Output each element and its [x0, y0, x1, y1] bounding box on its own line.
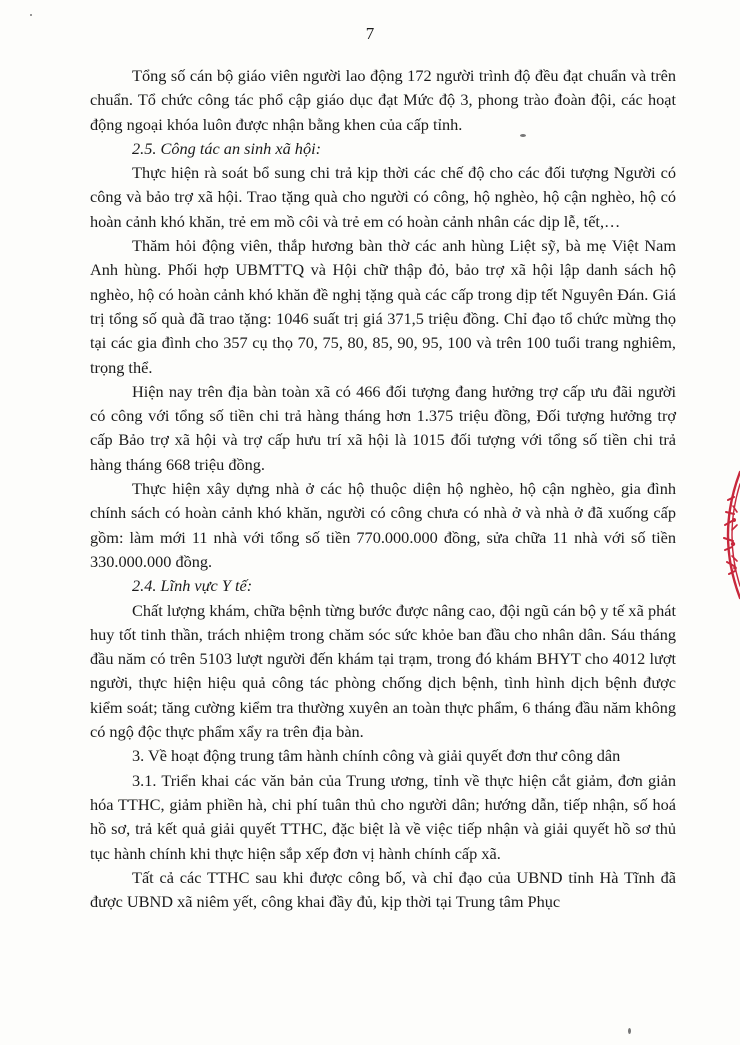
paragraph-martyr-visits: Thăm hỏi động viên, thắp hương bàn thờ các anh hùng Liệt sỹ, bà mẹ Việt Nam Anh hùng. Phối hợp UBMTTQ và Hội chữ thập đỏ, bảo trợ xã hội lập danh sách hộ nghèo, hộ có hoàn cảnh khó khăn đề nghị tặng quà các cấp trong dịp tết Nguyên Đán. Giá trị tổng số quà đã trao tặng: 1046 suất trị giá 371,5 triệu đồng. Chỉ đạo tổ chức mừng thọ tại các gia đình cho 357 cụ thọ 70, 75, 80, 85, 90, 95, 100 và trên 100 tuổi trang nghiêm, trọng thể.	[90, 236, 676, 377]
paragraph-tthc-publication: Tất cả các TTHC sau khi được công bố, và chỉ đạo của UBND tỉnh Hà Tĩnh đã được UBND xã niêm yết, công khai đầy đủ, kịp thời tại Trung tâm Phục	[90, 867, 676, 912]
page-number: 7	[365, 24, 375, 43]
paragraph-housing-support: Thực hiện xây dựng nhà ở các hộ thuộc diện hộ nghèo, hộ cận nghèo, gia đình chính sách có hoàn cảnh khó khăn, người có công chưa có nhà ở và nhà ở đã xuống cấp gồm: làm mới 11 nhà với tổng số tiền 770.000.000 đồng, sửa chữa 11 nhà với số tiền 330.000.000 đồng.	[90, 479, 676, 571]
paragraph-admin-center-title: 3. Về hoạt động trung tâm hành chính công và giải quyết đơn thư công dân	[132, 746, 621, 766]
paragraph-benefits-review: Thực hiện rà soát bổ sung chi trả kịp thời các chế độ cho các đối tượng Người có công và bảo trợ xã hội. Trao tặng quà cho người có công, hộ nghèo, hộ cận nghèo, hộ có hoàn cảnh khó khăn, trẻ em mồ côi và trẻ em có hoàn cảnh nhân các dịp lễ, tết,…	[90, 163, 676, 231]
paragraph-staff-summary: Tổng số cán bộ giáo viên người lao động 172 người trình độ đều đạt chuẩn và trên chuẩn. Tổ chức công tác phổ cập giáo dục đạt Mức độ 3, phong trào đoàn đội, các hoạt động ngoại khóa luôn được nhận bằng khen của cấp tỉnh.	[90, 66, 676, 134]
paragraph-admin-reform: 3.1. Triển khai các văn bản của Trung ương, tỉnh về thực hiện cắt giảm, đơn giản hóa TTHC, giảm phiền hà, chi phí tuân thủ cho người dân; hướng dẫn, tiếp nhận, số hoá hồ sơ, trả kết quả giải quyết TTHC, đặc biệt là về việc tiếp nhận và giải quyết hồ sơ thủ tục hành chính khi thực hiện sắp xếp đơn vị hành chính cấp xã.	[90, 770, 676, 863]
heading-social-security: 2.5. Công tác an sinh xã hội:	[132, 138, 322, 158]
red-seal-stamp-graphic	[714, 470, 740, 600]
document-body	[90, 64, 676, 914]
scan-speck	[520, 134, 526, 137]
scan-speck	[628, 1028, 631, 1034]
paragraph-subsidy-recipients: Hiện nay trên địa bàn toàn xã có 466 đối tượng đang hưởng trợ cấp ưu đãi người có công với tổng số tiền chi trả hàng tháng hơn 1.375 triệu đồng, Đối tượng hưởng trợ cấp Bảo trợ xã hội và trợ cấp hưu trí xã hội là 1015 đối tượng với tổng số tiền chi trả hàng tháng 668 triệu đồng.	[90, 381, 676, 474]
scan-speck	[30, 14, 32, 16]
paragraph-healthcare-quality: Chất lượng khám, chữa bệnh từng bước được nâng cao, đội ngũ cán bộ y tế xã phát huy tốt tinh thần, trách nhiệm trong chăm sóc sức khỏe ban đầu cho nhân dân. Sáu tháng đầu năm có trên 5103 lượt người đến khám tại trạm, trong đó khám BHYT cho 4012 lượt người, thực hiện hiệu quả công tác phòng chống dịch bệnh, tình hình dịch bệnh được kiểm soát; tăng cường kiểm tra thường xuyên an toàn thực phẩm, 6 tháng đầu năm không có ngộ độc thực phẩm xẩy ra trên địa bàn.	[90, 600, 676, 742]
red-seal-stamp	[714, 470, 740, 600]
heading-healthcare: 2.4. Lĩnh vực Y tế:	[132, 576, 253, 596]
